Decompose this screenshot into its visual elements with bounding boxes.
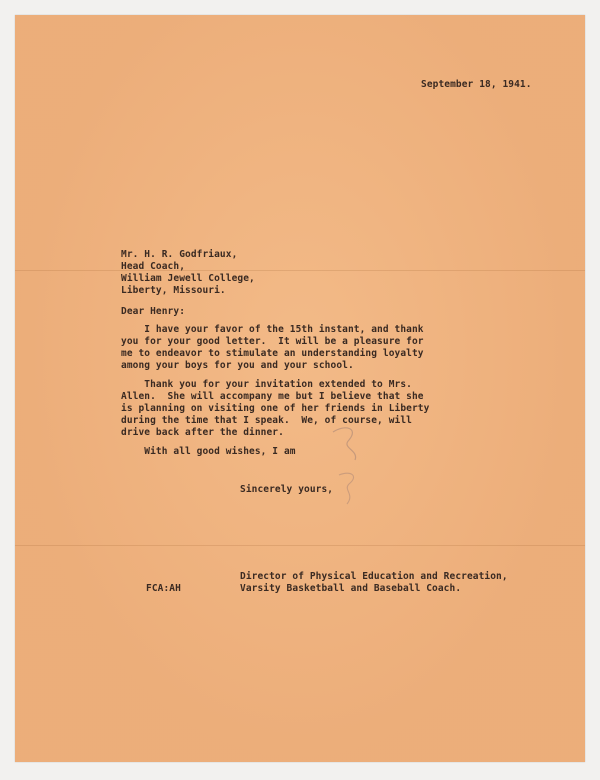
body-line: during the time that I speak. We, of course, will xyxy=(121,415,412,426)
fold-line xyxy=(15,545,585,546)
body-line: drive back after the dinner. xyxy=(121,427,284,438)
body-line: me to endeavor to stimulate an understanding loyalty xyxy=(121,348,424,359)
body-line: I have your favor of the 15th instant, and thank xyxy=(121,324,424,335)
fold-line xyxy=(15,270,585,271)
closing: Sincerely yours, xyxy=(240,484,334,495)
body-line: among your boys for you and your school. xyxy=(121,360,354,371)
title-line: Director of Physical Education and Recreation, xyxy=(240,571,508,582)
title-line: Varsity Basketball and Baseball Coach. xyxy=(240,583,462,594)
pencil-mark xyxy=(325,420,375,510)
recipient-line: William Jewell College, xyxy=(121,273,255,284)
typist-initials: FCA:AH xyxy=(146,583,181,594)
letter-sheet xyxy=(15,15,585,762)
letter-date: September 18, 1941. xyxy=(421,79,532,90)
recipient-line: Liberty, Missouri. xyxy=(121,285,226,296)
salutation: Dear Henry: xyxy=(121,306,186,317)
body-line: you for your good letter. It will be a pleasure for xyxy=(121,336,424,347)
body-line: is planning on visiting one of her friends in Liberty xyxy=(121,403,430,414)
recipient-line: Head Coach, xyxy=(121,261,186,272)
paragraph-3: With all good wishes, I am xyxy=(121,446,296,457)
body-line: Allen. She will accompany me but I believe that she xyxy=(121,391,424,402)
body-line: Thank you for your invitation extended to Mrs. xyxy=(121,379,412,390)
recipient-line: Mr. H. R. Godfriaux, xyxy=(121,249,238,260)
